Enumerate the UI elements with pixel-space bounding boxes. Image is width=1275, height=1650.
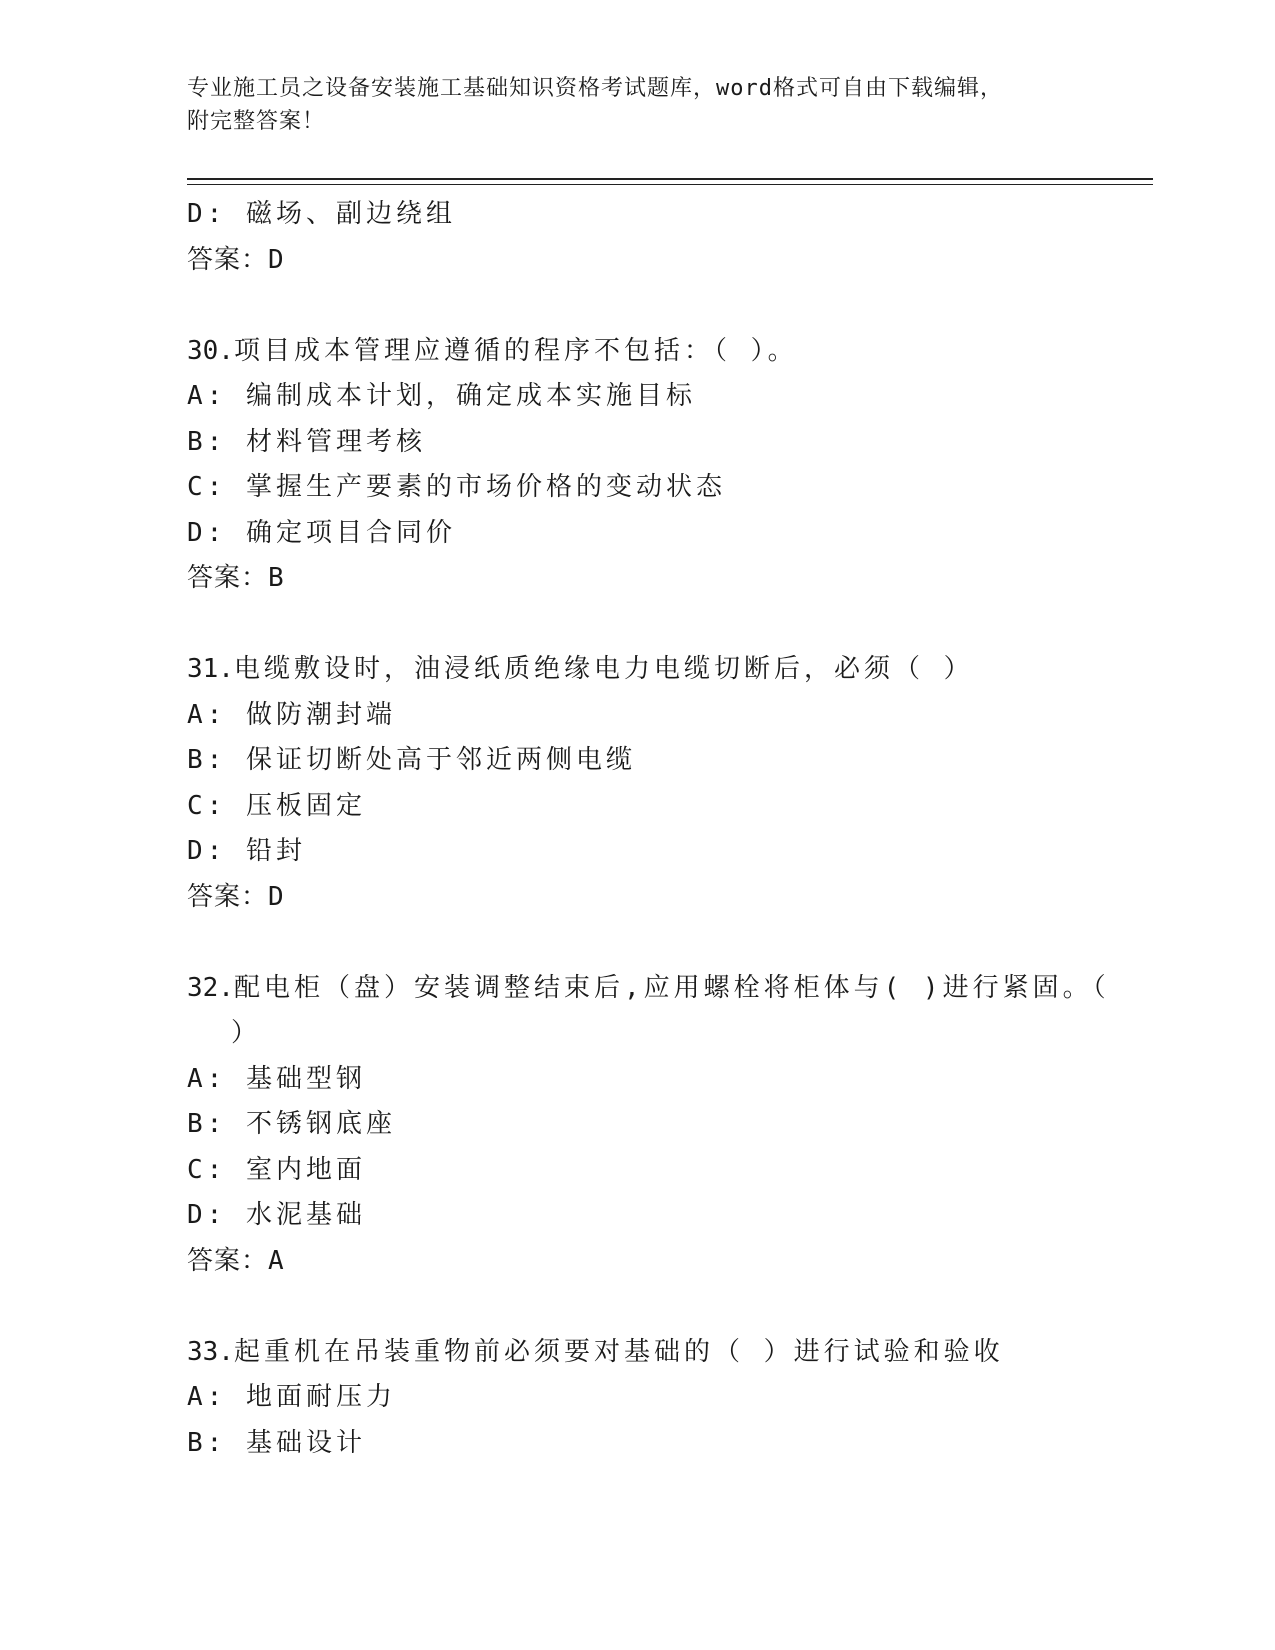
question-stem-continuation xyxy=(187,1011,1087,1057)
option-text: 确定项目合同价 xyxy=(245,517,456,548)
option-text: 室内地面 xyxy=(245,1154,366,1185)
option-text: 材料管理考核 xyxy=(245,426,426,457)
option-item xyxy=(187,420,1087,466)
option-item xyxy=(187,784,1087,830)
question-stem xyxy=(187,329,1087,375)
option-item xyxy=(187,829,1087,875)
option-item xyxy=(187,1375,1087,1421)
option-item xyxy=(187,465,1087,511)
option-label: D: xyxy=(187,517,227,548)
option-item xyxy=(187,1193,1087,1239)
option-label: B: xyxy=(187,745,227,775)
option-item xyxy=(187,693,1087,739)
option-item xyxy=(187,192,1087,238)
question-stem xyxy=(187,1330,1087,1376)
option-label: C: xyxy=(187,472,227,502)
option-text: 磁场、副边绕组 xyxy=(245,199,456,229)
question-stem xyxy=(187,647,1087,693)
option-item xyxy=(187,1102,1087,1148)
question-number: 32. xyxy=(187,972,234,1003)
option-label: B: xyxy=(187,1109,227,1139)
header-line-2: 附完整答案！ xyxy=(187,109,326,134)
option-text: 做防潮封端 xyxy=(245,699,396,730)
question-text: 项目成本管理应遵循的程序不包括：（ ）。 xyxy=(233,335,798,366)
option-text: 保证切断处高于邻近两侧电缆 xyxy=(245,745,636,775)
question-text: 起重机在吊装重物前必须要对基础的（ ）进行试验和验收 xyxy=(233,1336,1004,1367)
option-item xyxy=(187,1421,1087,1467)
answer-line: 答案：A xyxy=(187,1245,285,1276)
page-header xyxy=(187,72,1067,138)
option-label: D: xyxy=(187,199,227,229)
option-label: B: xyxy=(187,1427,227,1458)
header-divider-thick xyxy=(187,178,1153,180)
option-item xyxy=(187,374,1087,420)
question-text-continued: ） xyxy=(231,1018,262,1048)
option-item xyxy=(187,738,1087,784)
header-divider-thin xyxy=(187,184,1153,185)
option-label: D: xyxy=(187,836,227,866)
option-text: 基础设计 xyxy=(245,1427,366,1458)
option-text: 不锈钢底座 xyxy=(245,1109,396,1139)
option-text: 水泥基础 xyxy=(245,1200,366,1230)
option-text: 编制成本计划，确定成本实施目标 xyxy=(245,381,696,411)
option-item xyxy=(187,1148,1087,1194)
answer-line: 答案：B xyxy=(187,563,285,593)
question-text: 配电柜（盘）安装调整结束后,应用螺栓将柜体与( )进行紧固。（ xyxy=(233,972,1110,1003)
question-text: 电缆敷设时，油浸纸质绝缘电力电缆切断后，必须（ ） xyxy=(233,654,974,684)
question-list xyxy=(187,192,1110,1466)
question-number: 31. xyxy=(187,654,234,684)
option-label: B: xyxy=(187,426,227,457)
option-text: 地面耐压力 xyxy=(245,1382,396,1412)
option-label: D: xyxy=(187,1200,227,1230)
option-item xyxy=(187,1057,1087,1103)
option-label: C: xyxy=(187,1154,227,1185)
option-text: 基础型钢 xyxy=(245,1063,366,1094)
option-item xyxy=(187,511,1087,557)
option-label: A: xyxy=(187,1382,227,1412)
question-number: 30. xyxy=(187,335,234,366)
answer-line: 答案：D xyxy=(187,881,285,912)
option-label: C: xyxy=(187,790,227,821)
question-stem xyxy=(187,966,1110,1012)
option-label: A: xyxy=(187,699,227,730)
header-line-1: 专业施工员之设备安装施工基础知识资格考试题库，word格式可自由下载编辑， xyxy=(187,76,1003,101)
option-text: 铅封 xyxy=(245,836,306,866)
option-text: 压板固定 xyxy=(245,790,366,821)
question-number: 33. xyxy=(187,1336,234,1367)
option-label: A: xyxy=(187,381,227,411)
option-text: 掌握生产要素的市场价格的变动状态 xyxy=(245,472,726,502)
option-label: A: xyxy=(187,1063,227,1094)
answer-line: 答案：D xyxy=(187,244,285,275)
